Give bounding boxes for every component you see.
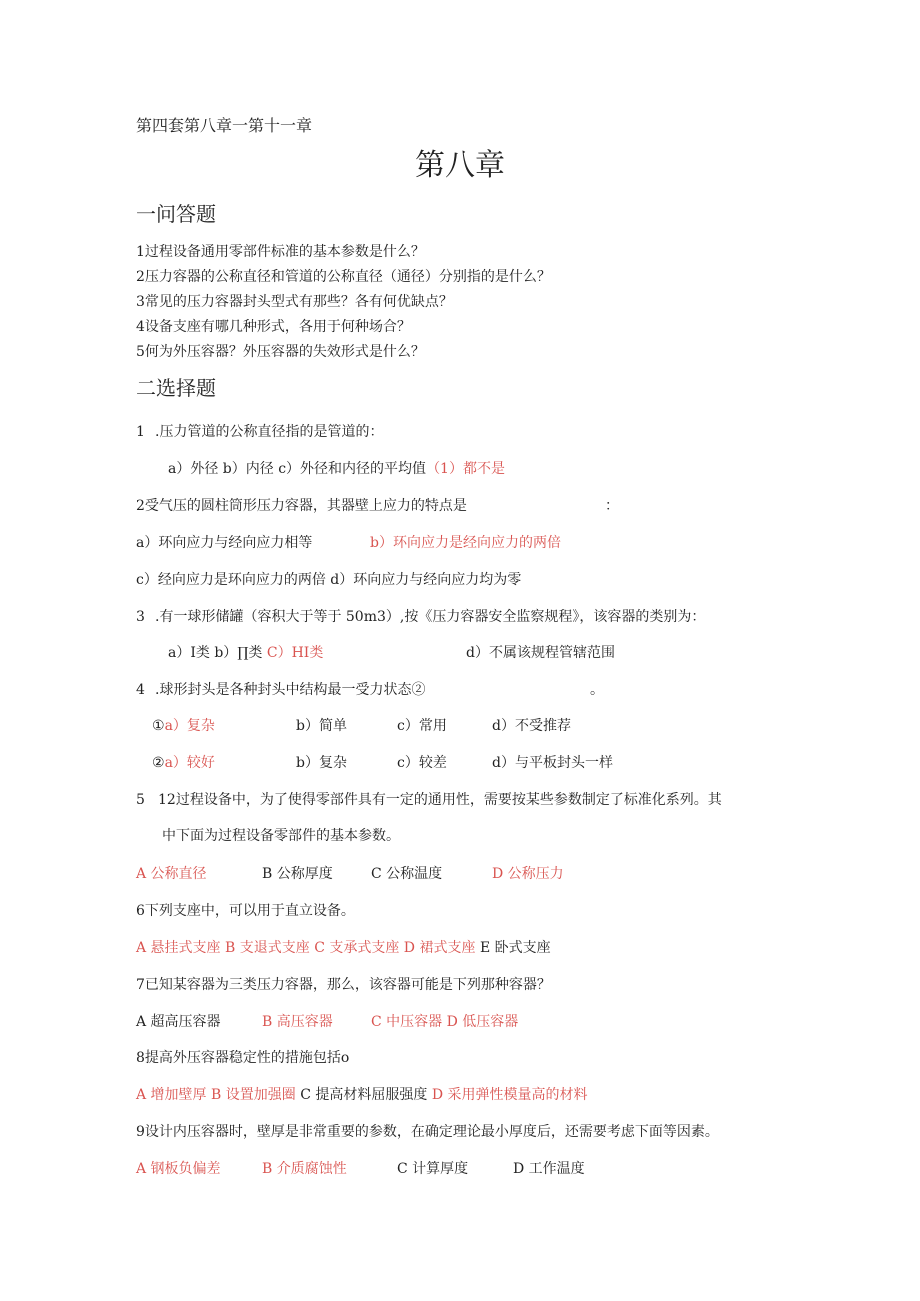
option: D 工作温度 [513, 1161, 585, 1177]
answer-option: A 增加壁厚 B 设置加强圈 [136, 1087, 296, 1103]
question-stem: 7已知某容器为三类压力容器，那么，该容器可能是下列那种容器？ [136, 977, 551, 993]
section-heading-mc: 二选择题 [136, 376, 216, 400]
question-options [136, 1085, 588, 1105]
question-number: 1 [136, 424, 145, 440]
answer-option: a）复杂 [164, 718, 215, 734]
answer-option: A 公称直径 [136, 866, 207, 882]
circled-number: ② [152, 755, 165, 771]
option-text: a）外径 b）内径 c）外径和内径的平均值 [168, 461, 427, 477]
question-stem: .压力管道的公称直径指的是管道的： [155, 424, 384, 440]
chapter-title: 第八章 [415, 148, 505, 183]
question-stem: .有一球形储罐（容积大于等于 50m3）,按《压力容器安全监察规程》，该容器的类别为： [155, 609, 706, 625]
option: C 计算厚度 [397, 1161, 469, 1177]
option: b）简单 [296, 718, 347, 734]
question-stem: 8提高外压容器稳定性的措施包括o [136, 1050, 350, 1066]
answer-option: D 公称压力 [492, 866, 564, 882]
question-number: 4 [136, 682, 145, 698]
answer-option: B 介质腐蚀性 [262, 1161, 347, 1177]
answer-option: A 钢板负偏差 [136, 1161, 221, 1177]
option-d: d）不属该规程管辖范围 [466, 645, 615, 661]
option-cd: c）经向应力是环向应力的两倍 d）环向应力与经向应力均为零 [136, 572, 522, 588]
option-a: A 超高压容器 [136, 1014, 221, 1030]
answer-blank-period: 。 [590, 682, 604, 698]
option-row [152, 716, 215, 736]
question-options [168, 459, 505, 479]
answer-option: （1）都不是 [426, 461, 505, 477]
doc-title: 第四套第八章一第十一章 [136, 116, 313, 135]
question-options [136, 938, 551, 958]
answer-option: C 中压容器 D 低压容器 [371, 1014, 519, 1030]
option: c）较差 [397, 755, 447, 771]
question-number: 5 [136, 792, 145, 808]
question-stem: .球形封头是各种封头中结构最一受力状态② [155, 682, 426, 698]
answer-option: b）环向应力是经向应力的两倍 [370, 535, 561, 551]
circled-number: ① [152, 718, 165, 734]
option-row [152, 753, 215, 773]
option: d）不受推荐 [492, 718, 571, 734]
section-heading-qa: 一问答题 [136, 202, 216, 226]
qa-item: 1过程设备通用零部件标准的基本参数是什么？ [136, 244, 425, 260]
option: C 提高材料屈服强度 [295, 1087, 432, 1103]
question-stem-continued: 中下面为过程设备零部件的基本参数。 [162, 828, 400, 844]
answer-blank-colon: ： [605, 498, 619, 514]
qa-item: 5何为外压容器？外压容器的失效形式是什么？ [136, 344, 425, 360]
option-ab: a）I类 b）∏类 [168, 645, 263, 661]
question-stem: 12过程设备中，为了使得零部件具有一定的通用性，需要按某些参数制定了标准化系列。其 [158, 792, 722, 808]
answer-option: D 采用弹性模量高的材料 [431, 1087, 588, 1103]
option: b）复杂 [296, 755, 347, 771]
qa-item: 3常见的压力容器封头型式有那些？各有何优缺点？ [136, 294, 453, 310]
option: E 卧式支座 [475, 940, 551, 956]
option: d）与平板封头一样 [492, 755, 613, 771]
answer-option: C）HI类 [266, 645, 324, 661]
option-a: a）环向应力与经向应力相等 [136, 535, 313, 551]
option: C 公称温度 [371, 866, 443, 882]
question-stem: 9设计内压容器时，壁厚是非常重要的参数，在确定理论最小厚度后，还需要考虑下面等因素。 [136, 1124, 719, 1140]
qa-item: 4设备支座有哪几种形式，各用于何种场合？ [136, 319, 411, 335]
question-stem: 6下列支座中，可以用于直立设备。 [136, 903, 355, 919]
option: c）常用 [397, 718, 447, 734]
answer-option: A 悬挂式支座 B 支退式支座 C 支承式支座 D 裙式支座 [136, 940, 476, 956]
qa-item: 2压力容器的公称直径和管道的公称直径（通径）分别指的是什么？ [136, 269, 551, 285]
question-number: 3 [136, 609, 145, 625]
answer-option: B 高压容器 [262, 1014, 333, 1030]
question-stem: 2受气压的圆柱筒形压力容器，其器壁上应力的特点是 [136, 498, 467, 514]
question-options [168, 643, 323, 663]
answer-option: a）较好 [164, 755, 215, 771]
option: B 公称厚度 [262, 866, 333, 882]
